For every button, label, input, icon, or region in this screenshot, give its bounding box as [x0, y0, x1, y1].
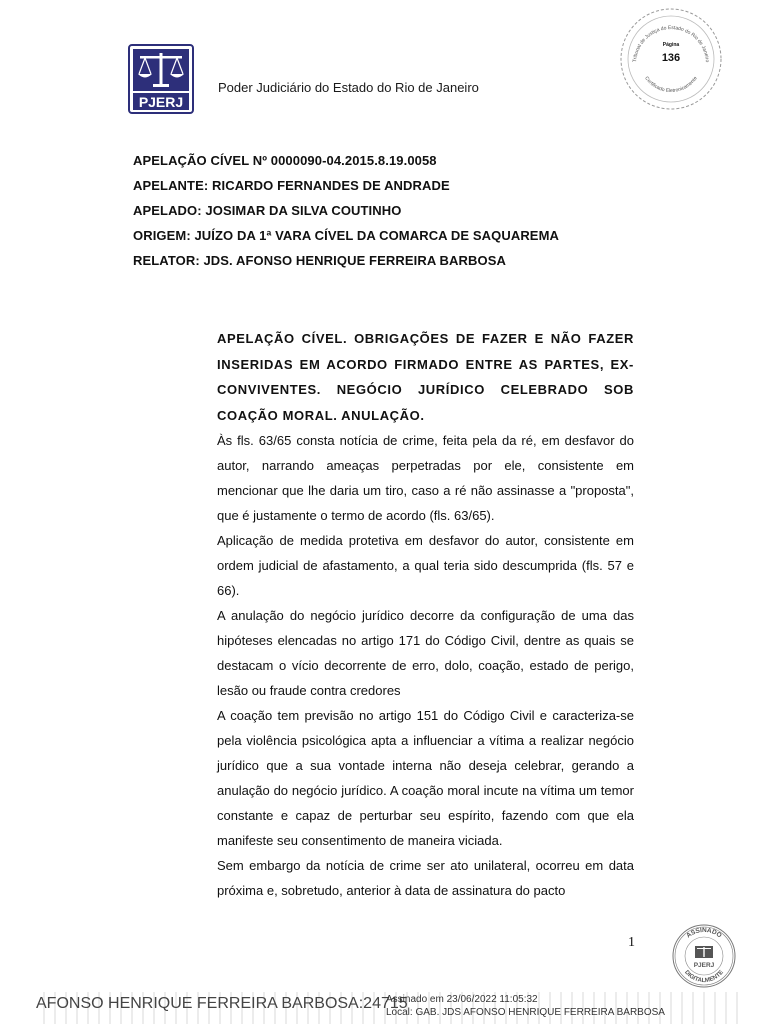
appellant: APELANTE: RICARDO FERNANDES DE ANDRADE [133, 178, 450, 193]
svg-text:ASSINADO [685, 927, 723, 939]
ementa-summary: APELAÇÃO CÍVEL. OBRIGAÇÕES DE FAZER E NÃO FAZER INSERIDAS EM ACORDO FIRMADO ENTRE AS PARTES, EX-CONVIVENTES. NEGÓCIO JURÍDICO CELEBRADO SOB COAÇÃO MORAL. ANULAÇÃO. [217, 331, 634, 423]
court-logo [128, 44, 194, 114]
paragraph: Às fls. 63/65 consta notícia de crime, feita pela da ré, em desfavor do autor, narrando ameaças perpetradas por ele, consistente em mencionar que lhe daria um tiro, caso a ré não assinasse a "proposta", que é justamente o termo de acordo (fls. 63/65). [217, 433, 634, 523]
paragraph: A anulação do negócio jurídico decorre da configuração de uma das hipóteses elencadas no artigo 171 do Código Civil, dentre as quais se destacam o vício decorrente de erro, dolo, coação, estado de perigo, lesão ou fraude contra credores [217, 608, 634, 698]
case-header [133, 152, 559, 277]
paragraph: Sem embargo da notícia de crime ser ato unilateral, ocorreu em data próxima e, sobretudo, anterior à data de assinatura do pacto [217, 858, 634, 898]
svg-text:DIGITALMENTE [683, 970, 725, 984]
signature-location: Local: GAB. JDS AFONSO HENRIQUE FERREIRA BARBOSA [386, 1007, 665, 1018]
scales-of-justice-icon [128, 44, 194, 114]
signed-at: Assinado em 23/06/2022 11:05:32 [386, 994, 538, 1005]
case-number: APELAÇÃO CÍVEL Nº 0000090-04.2015.8.19.0058 [133, 153, 437, 168]
page-label: Página [662, 42, 680, 48]
rapporteur: RELATOR: JDS. AFONSO HENRIQUE FERREIRA BARBOSA [133, 253, 506, 268]
page-stamp [618, 6, 724, 112]
origin: ORIGEM: JUÍZO DA 1ª VARA CÍVEL DA COMARCA DE SAQUAREMA [133, 228, 559, 243]
page-number-stamp: 136 [661, 52, 681, 64]
digital-seal-icon [668, 922, 740, 988]
stamp-court-name: Tribunal de Justiça do Estado do Rio de Janeiro [632, 24, 710, 63]
seal-bottom-text: DIGITALMENTE [683, 969, 725, 985]
paragraph: Aplicação de medida protetiva em desfavor do autor, consistente em ordem judicial de afastamento, a qual teria sido descumprida (fls. 57 e 66). [217, 533, 634, 598]
digital-signature-seal [668, 922, 740, 988]
seal-center-text: PJERJ [693, 962, 715, 969]
document-body [217, 326, 634, 903]
logo-text: PJERJ [138, 94, 184, 110]
page-footer-number: 1 [628, 935, 635, 950]
seal-top-text: ASSINADO [685, 926, 723, 940]
organization-name: Poder Judiciário do Estado do Rio de Janeiro [218, 80, 479, 95]
paragraph: A coação tem previsão no artigo 151 do Código Civil e caracteriza-se pela violência psicológica apta a influenciar a vítima a realizar negócio jurídico que a sua vontade interna não deseja celebrar, gerando a anulação do negócio jurídico. A coação moral incute na vítima um temor constante e capaz de perturbar seu espírito, fazendo com que ela manifeste seu consentimento de maneira viciada. [217, 708, 634, 848]
signature-bar [34, 992, 738, 1024]
signer-name: AFONSO HENRIQUE FERREIRA BARBOSA:24715 [36, 995, 408, 1012]
stamp-certified-text: Certificado Eletronicamente [643, 75, 699, 95]
svg-text:Certificado Eletronicamente [643, 75, 699, 94]
appellee: APELADO: JOSIMAR DA SILVA COUTINHO [133, 203, 402, 218]
